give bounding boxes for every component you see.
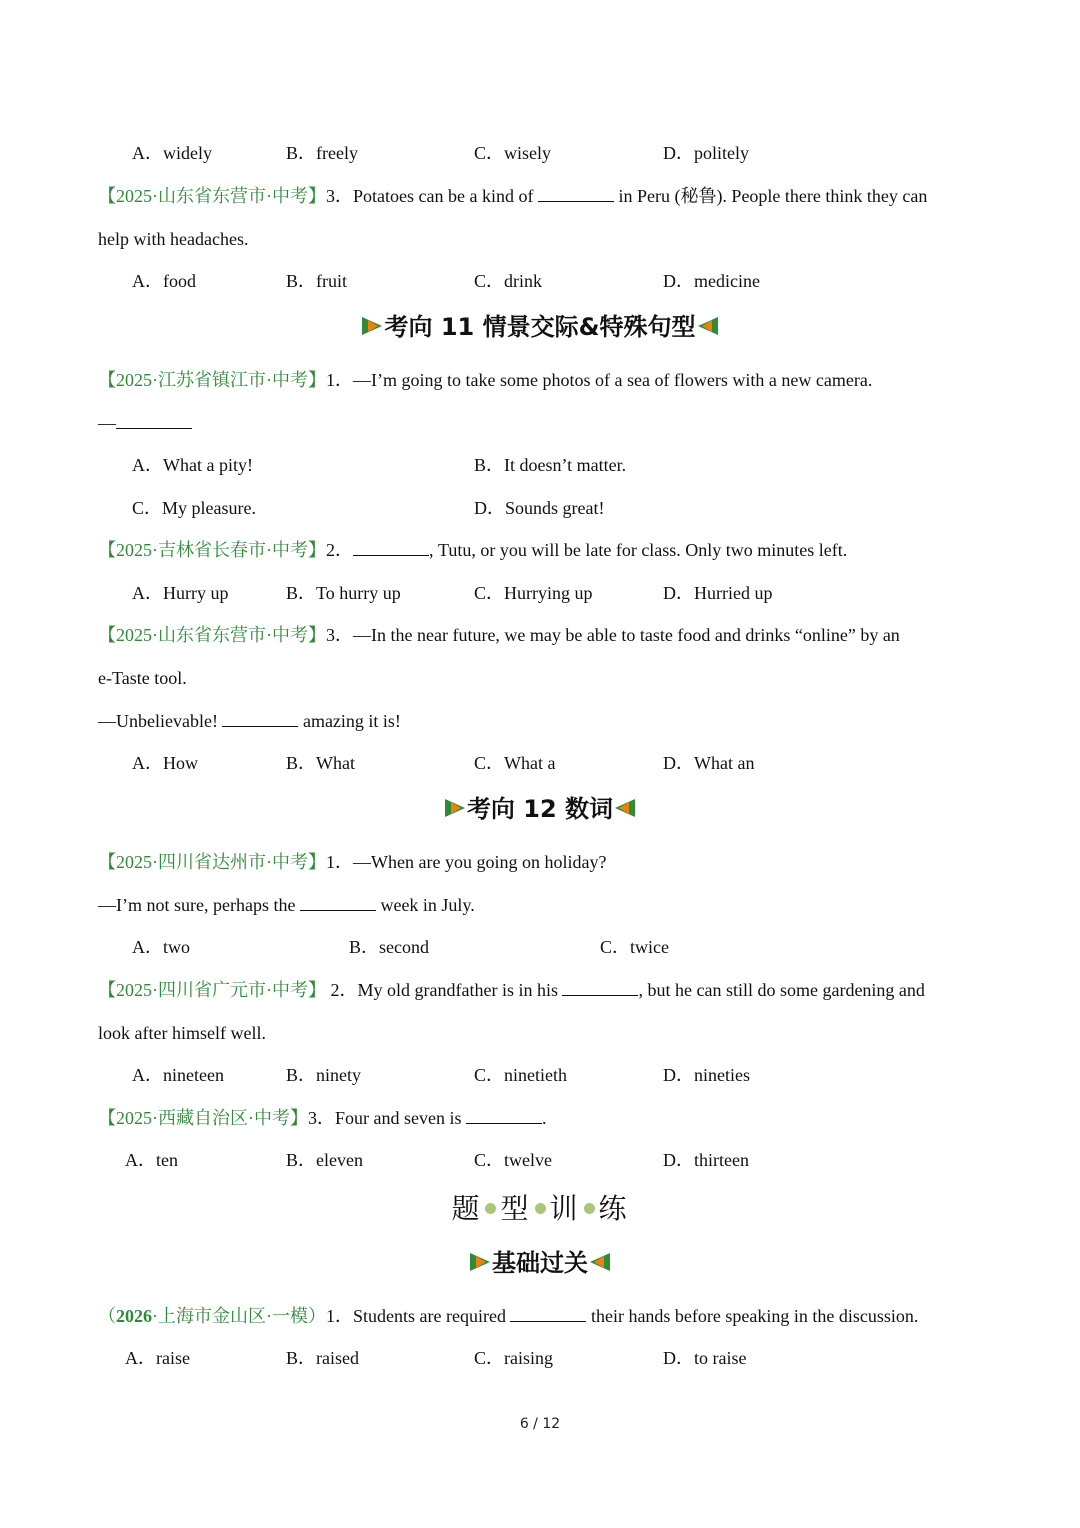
source-tag: 【2025·西藏自治区·中考】 — [98, 1108, 308, 1128]
question-text: —Unbelievable! — [98, 711, 223, 731]
question-line — [98, 978, 925, 1002]
options-row — [0, 1346, 1080, 1370]
option-c: C．What a — [474, 753, 556, 773]
arrow-right-icon — [362, 317, 382, 335]
arrow-right-icon — [470, 1253, 490, 1271]
option-d: D．to raise — [663, 1348, 747, 1368]
option-b: B．raised — [286, 1348, 359, 1368]
question-continuation: e-Taste tool. — [98, 668, 187, 688]
option-a: A．two — [132, 937, 190, 957]
option-c: C．drink — [474, 271, 543, 291]
answer-blank[interactable] — [562, 978, 638, 996]
option-a: A．raise — [125, 1348, 190, 1368]
option-d: D．Hurried up — [663, 583, 773, 603]
answer-blank[interactable] — [538, 184, 614, 202]
answer-line — [98, 411, 192, 435]
dot-icon — [485, 1203, 496, 1214]
question-text: 3．Four and seven is — [308, 1108, 466, 1128]
question-line — [98, 538, 847, 562]
answer-blank[interactable] — [222, 709, 298, 727]
training-char: 练 — [598, 1194, 629, 1225]
question-continuation: look after himself well. — [98, 1023, 266, 1043]
option-a: A．Hurry up — [132, 583, 229, 603]
option-a: A．food — [132, 271, 196, 291]
section-heading — [0, 311, 1080, 343]
options-row — [0, 751, 1080, 775]
option-d: D．medicine — [663, 271, 760, 291]
dot-icon — [535, 1203, 546, 1214]
source-tag: ·上海市金山区·一模） — [152, 1306, 326, 1326]
option-c: C．ninetieth — [474, 1065, 567, 1085]
source-tag: 【2025·江苏省镇江市·中考】 — [98, 370, 326, 390]
source-tag: 【2025·四川省达州市·中考】 — [98, 852, 326, 872]
question-text: 3．—In the near future, we may be able to taste food and drinks “online” by an — [326, 625, 900, 645]
section-heading — [0, 1247, 1080, 1279]
answer-line — [98, 893, 475, 917]
option-b: B．ninety — [286, 1065, 361, 1085]
question-text: 1．Students are required — [326, 1306, 511, 1326]
question-line — [98, 368, 872, 392]
question-text: . — [541, 1108, 547, 1128]
option-b: B．fruit — [286, 271, 347, 291]
answer-blank[interactable] — [510, 1304, 586, 1322]
answer-blank[interactable] — [116, 411, 192, 429]
section-heading-text: 考向 11 情景交际&特殊句型 — [384, 313, 696, 341]
option-c: C．twice — [600, 937, 669, 957]
option-d: D．thirteen — [663, 1150, 749, 1170]
option-a: A．widely — [132, 143, 212, 163]
answer-blank[interactable] — [466, 1106, 542, 1124]
option-b: B．What — [286, 753, 355, 773]
options-row — [0, 1063, 1080, 1087]
question-line — [98, 623, 900, 647]
question-continuation: help with headaches. — [98, 229, 249, 249]
option-d: D．What an — [663, 753, 755, 773]
options-row — [0, 1148, 1080, 1172]
option-c: C．twelve — [474, 1150, 552, 1170]
source-tag: 【2025·四川省广元市·中考】 — [98, 980, 326, 1000]
option-d: D．nineties — [663, 1065, 750, 1085]
question-text: 3．Potatoes can be a kind of — [326, 186, 538, 206]
option-c: C．Hurrying up — [474, 583, 593, 603]
arrow-right-icon — [445, 799, 465, 817]
question-line — [98, 184, 927, 208]
option-a: A．nineteen — [132, 1065, 224, 1085]
source-year: 2026 — [116, 1306, 152, 1326]
option-b: B．It doesn’t matter. — [474, 455, 627, 475]
options-row — [0, 581, 1080, 605]
option-a: A．How — [132, 753, 198, 773]
answer-blank[interactable] — [353, 538, 429, 556]
source-paren-open: （ — [98, 1306, 116, 1326]
option-c: C．wisely — [474, 143, 552, 163]
option-b: B．freely — [286, 143, 358, 163]
options-row — [0, 141, 1080, 165]
section-heading-text: 考向 12 数词 — [466, 795, 614, 823]
option-b: B．To hurry up — [286, 583, 401, 603]
question-text: 1．—I’m going to take some photos of a sea of flowers with a new camera. — [326, 370, 873, 390]
page-indicator: 6 / 12 — [519, 1416, 561, 1432]
option-c: C．raising — [474, 1348, 553, 1368]
dot-icon — [584, 1203, 595, 1214]
option-d: D．politely — [663, 143, 749, 163]
option-d: D．Sounds great! — [474, 498, 605, 518]
option-a: A．What a pity! — [132, 455, 253, 475]
options-row — [0, 269, 1080, 293]
question-text: amazing it is! — [298, 711, 401, 731]
options-row — [0, 453, 1080, 477]
option-b: B．second — [349, 937, 429, 957]
options-row — [0, 935, 1080, 959]
source-tag: 【2025·山东省东营市·中考】 — [98, 625, 326, 645]
question-text: week in July. — [375, 895, 475, 915]
question-text: , but he can still do some gardening and — [638, 980, 925, 1000]
section-heading-text: 基础过关 — [492, 1249, 588, 1277]
question-text: , Tutu, or you will be late for class. Only two minutes left. — [429, 540, 848, 560]
option-c: C．My pleasure. — [132, 498, 256, 518]
section-heading — [0, 793, 1080, 825]
options-row — [0, 496, 1080, 520]
question-line — [98, 1304, 918, 1328]
question-text: —I’m not sure, perhaps the — [98, 895, 300, 915]
option-a: A．ten — [125, 1150, 178, 1170]
question-text: 1．—When are you going on holiday? — [326, 852, 607, 872]
answer-line — [98, 709, 401, 733]
question-text: their hands before speaking in the discussion. — [586, 1306, 919, 1326]
arrow-left-icon — [698, 317, 718, 335]
option-b: B．eleven — [286, 1150, 363, 1170]
arrow-left-icon — [615, 799, 635, 817]
dash: — — [98, 413, 116, 433]
arrow-left-icon — [590, 1253, 610, 1271]
training-char: 型 — [500, 1194, 531, 1225]
source-tag: 【2025·山东省东营市·中考】 — [98, 186, 326, 206]
source-tag: 【2025·吉林省长春市·中考】 — [98, 540, 326, 560]
training-heading — [0, 1192, 1080, 1228]
question-text: 2．My old grandfather is in his — [326, 980, 563, 1000]
answer-blank[interactable] — [300, 893, 376, 911]
question-line — [98, 850, 606, 874]
question-text: in Peru (秘鲁). People there think they can — [613, 186, 928, 206]
training-char: 训 — [549, 1194, 580, 1225]
question-line — [98, 1106, 546, 1130]
question-text: 2． — [326, 540, 353, 560]
training-char: 题 — [451, 1194, 482, 1225]
